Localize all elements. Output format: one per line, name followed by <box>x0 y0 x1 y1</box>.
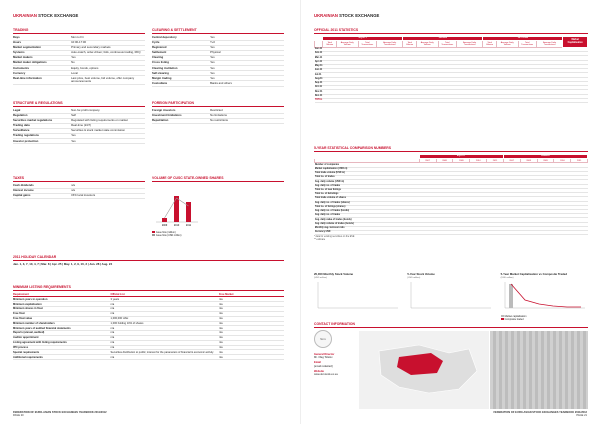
clearing-row-value: Yes <box>210 76 284 81</box>
footer-right-text: FEDERATION OF EURO-ASIAN STOCK EXCHANGES YEARBOOK 2011/2012 <box>493 410 587 414</box>
trading-row-key: Real-time information <box>13 76 71 85</box>
official-cell <box>323 98 336 102</box>
taxes-title: TAXES <box>13 176 145 182</box>
country-name-right: UKRAINIAN <box>314 13 338 18</box>
minreq-cell: Reports (annual, audited) <box>13 331 111 336</box>
minreq-cell: n/a <box>219 311 284 316</box>
footer-left <box>13 411 107 417</box>
minreq-cell: Minimum shares in float <box>13 307 111 312</box>
minreq-header: Free Market <box>219 293 284 297</box>
minreq-cell: n/a <box>111 311 219 316</box>
clearing-row-value: Yes <box>210 66 284 71</box>
structure-row-key: Securities market regulations <box>13 118 71 123</box>
contact-section <box>314 322 588 330</box>
legend-label: Issue flow (USD million) <box>156 233 182 237</box>
mini-chart-1-title: 20,000 Monthly Stock Volume <box>314 272 354 276</box>
right-page <box>300 0 600 424</box>
volume-tick-label: 2010 <box>173 223 180 227</box>
compare-cell <box>537 231 554 235</box>
trading-row-value: Mon to Fri <box>71 36 145 41</box>
foreign-row <box>152 118 284 123</box>
compare-group-header: BONDS <box>503 154 587 158</box>
minreq-cell: n/a <box>219 302 284 307</box>
trading-row-value: Yes <box>71 56 145 61</box>
clearing-row-value: Banks and others <box>210 81 284 86</box>
official-group-header: EQUITY <box>323 36 403 40</box>
minreq-row <box>13 355 284 360</box>
compare-year-header: 2009 <box>453 159 470 163</box>
minreq-cell: n/a <box>111 345 219 350</box>
clearing-row-key: Clearing institution <box>152 66 210 71</box>
minreq-cell: Minimum capitalisation <box>13 302 111 307</box>
minreq-cell: n/a <box>111 331 219 336</box>
compare-year-header: 2007 <box>503 159 520 163</box>
mini-chart-3-line <box>511 284 581 307</box>
official-month: Mar-11 <box>314 56 323 59</box>
structure-row-value: Self <box>71 113 145 118</box>
official-month: May-11 <box>314 65 323 68</box>
structure-row-value: Real-time (24/7) <box>71 123 145 128</box>
compare-cell <box>470 231 487 235</box>
official-group-header: BONDS <box>403 36 483 40</box>
official-cell <box>483 98 496 102</box>
trading-row-value: 10:00-17:00 <box>71 40 145 45</box>
trading-row <box>13 76 145 85</box>
structure-row <box>13 139 145 144</box>
contact-email-label: Email <box>314 361 321 365</box>
mini-chart-3-title: 5-Year Market Capitalisation vs Composite Traded <box>500 272 568 276</box>
official-sub-header: Total Volume <box>403 41 416 48</box>
structure-row-key: Trading data <box>13 123 71 128</box>
minreq-cell: n/a <box>111 355 219 360</box>
mini-chart-3-legend <box>501 315 588 321</box>
contact-email-link[interactable]: [email redacted] <box>314 364 333 368</box>
mini-chart-1 <box>314 273 401 317</box>
contact-web <box>314 370 350 376</box>
foreign-row-key: Investment limitations <box>152 113 210 118</box>
official-corner-sub <box>315 41 323 48</box>
official-month: Oct-11 <box>314 86 322 89</box>
official-stats-section <box>314 28 588 103</box>
clearing-row-value: T+0 <box>210 40 284 45</box>
clearing-row-value: Yes <box>210 71 284 76</box>
minreq-cell: 1,000,000 UAH <box>111 316 219 321</box>
official-month: Jun-11 <box>314 69 323 72</box>
volume-tick-label: 2011 <box>185 223 192 227</box>
mini-chart-1-plot <box>314 280 400 312</box>
minreq-cell: 1,000 holding 10% of shares <box>111 321 219 326</box>
structure-title: STRUCTURE & REGULATIONS <box>13 101 145 107</box>
compare-cell <box>453 231 470 235</box>
holiday-text: Jan. 1, 3, 7, 10, 4, 7 | Mar. 8 | Apr. 25 | May. 1, 2, 9, 10, 3 | Jun. 28 | Aug. 24 <box>13 262 113 267</box>
mini-charts <box>314 272 588 322</box>
official-sub-header: Total Volume <box>323 41 336 48</box>
official-sub-header: Total Volume <box>483 41 496 48</box>
official-cell <box>518 98 536 102</box>
legend-swatch <box>152 234 155 236</box>
trading-row-key: Hours <box>13 40 71 45</box>
official-cell <box>336 98 358 102</box>
compare-row-label: Total no. of trades <box>315 176 420 180</box>
official-month: Jul-11 <box>314 73 322 76</box>
legend-swatch <box>152 231 155 233</box>
compare-cell <box>487 231 504 235</box>
holiday-title: 2011 HOLIDAY CALENDAR <box>13 255 284 261</box>
trading-row-value: Local <box>71 71 145 76</box>
trading-row-key: Market segmentation <box>13 45 71 50</box>
compare-year-header: 2011 <box>571 159 588 163</box>
official-sub-row <box>315 41 588 48</box>
compare-year-header: 2011 <box>487 159 504 163</box>
contact-web-label: Website <box>314 369 324 373</box>
minreq-cell: n/a <box>219 336 284 341</box>
clearing-row <box>152 81 284 86</box>
compare-cell <box>503 231 520 235</box>
minreq-cell: n/a <box>111 336 219 341</box>
structure-row-key: Investor protection <box>13 139 71 144</box>
clearing-row-key: Clearing <box>152 56 210 61</box>
minreq-cell: n/a <box>111 302 219 307</box>
contact-web-link[interactable]: www.ukr.stock-ex.ua <box>314 373 338 377</box>
clearing-row-value: Yes <box>210 56 284 61</box>
trading-table <box>13 36 145 85</box>
compare-row-label: Market capitalisation (USD m) <box>315 167 420 171</box>
minreq-cell: n/a <box>111 307 219 312</box>
official-cell <box>358 98 376 102</box>
compare-cell <box>419 231 436 235</box>
holiday-section <box>13 255 284 267</box>
region-map <box>359 331 489 409</box>
minreq-cell: Special requirements <box>13 350 111 355</box>
official-sub-header: Average Daily Transactions <box>376 41 402 48</box>
clearing-row-value: Yes <box>210 45 284 50</box>
minreq-cell: Securities distribution to public; interest for the parameters of financial & economic activity <box>111 350 219 355</box>
compare-row-label: Total trade volume of shares <box>315 197 420 201</box>
minreq-cell: 3 years <box>111 297 219 302</box>
mini-chart-3-plot <box>501 280 587 312</box>
compare-cell <box>520 231 537 235</box>
compare-row-label: Avg. daily no. of trades <box>315 184 420 188</box>
compare-year-header: 2008 <box>520 159 537 163</box>
official-sub-header: Average Daily Volume <box>496 41 518 48</box>
clearing-row-value: Yes <box>210 36 284 41</box>
compare-row-label: Avg. daily volume (USD m) <box>315 180 420 184</box>
structure-row-value: Non-for-profit company <box>71 109 145 114</box>
clearing-row-key: Margin trading <box>152 76 210 81</box>
mini-chart-2-sub: (USD million) <box>407 277 421 280</box>
minreq-cell: Additional requirements <box>13 355 111 360</box>
volume-bar <box>174 196 179 222</box>
mini-chart-2 <box>407 273 494 317</box>
compare-title: 5-YEAR STATISTICAL COMPARISON NUMBERS <box>314 146 588 152</box>
compare-row-label: Total no. of listings (shares) <box>315 205 420 209</box>
official-cell <box>536 98 562 102</box>
structure-row-key: Legal <box>13 109 71 114</box>
mini-legend-item-2: Composite traded <box>504 318 524 322</box>
compare-year-header: 2010 <box>470 159 487 163</box>
legend-swatch-grey <box>501 315 504 317</box>
mini-chart-3 <box>500 272 588 322</box>
structure-row-value: Yes <box>71 139 145 144</box>
foreign-section <box>152 101 284 124</box>
official-cell <box>496 98 518 102</box>
compare-table <box>314 154 588 236</box>
compare-year-header: 2008 <box>436 159 453 163</box>
minreq-cell: n/a <box>219 326 284 331</box>
footer-right <box>493 411 587 417</box>
compare-cell <box>436 231 453 235</box>
compare-row-label: Avg. daily no. of trades <box>315 214 420 218</box>
exchange-header-left <box>13 13 78 18</box>
trading-row-value: Primary and secondary markets <box>71 45 145 50</box>
official-month: Jan-11 <box>314 48 323 51</box>
taxes-row-key: Cash dividends <box>13 184 71 189</box>
clearing-row-key: Self-clearing <box>152 71 210 76</box>
contact-person-name: Mr. Oleg Tolstov <box>314 356 333 360</box>
contact-person-label: General Director <box>314 353 335 356</box>
official-group-header: OPTIONS <box>483 36 563 40</box>
compare-note: * data for existing securities on the ESE <box>314 236 355 239</box>
clearing-row-key: Settlement <box>152 50 210 55</box>
official-cell <box>563 98 588 102</box>
compare-year-header: 2007 <box>419 159 436 163</box>
minreq-cell: Minimum number of shareholders <box>13 321 111 326</box>
compare-year-header: 2009 <box>537 159 554 163</box>
taxes-row-key: Capital gains <box>13 193 71 198</box>
official-month: Nov-11 <box>314 90 323 93</box>
taxes-row <box>13 193 145 198</box>
footer-left-page: PAGE 20 <box>13 413 24 417</box>
minreq-cell: Minimum years in operation <box>13 297 111 302</box>
clearing-title: CLEARING & SETTLEMENT <box>152 28 284 34</box>
official-month: TOTAL <box>314 99 323 102</box>
official-month: Apr-11 <box>314 60 323 63</box>
clearing-row-value: Physical <box>210 50 284 55</box>
volume-chart-legend <box>152 231 284 237</box>
compare-row-label: Avg. daily value of trades (bonds) <box>315 218 420 222</box>
taxes-row-value: n/a <box>71 188 145 193</box>
official-sub-header: Average Daily Volume <box>416 41 438 48</box>
trading-section <box>13 28 145 85</box>
minreq-cell: n/a <box>219 307 284 312</box>
clearing-row-key: Registered <box>152 45 210 50</box>
taxes-row-value: 15% local investors <box>71 193 145 198</box>
compare-group-header: EQUITY <box>419 154 503 158</box>
compare-section <box>314 146 588 242</box>
official-sub-header: Average Daily Transactions <box>456 41 482 48</box>
compare-row-label: Number of companies <box>315 163 420 167</box>
structure-row-key: Surveillance <box>13 129 71 134</box>
mini-chart-2-plot <box>407 280 493 312</box>
official-sub-header: Total Transactions <box>438 41 456 48</box>
footer-right-page: PAGE 21 <box>576 413 587 417</box>
minreq-cell: Auditor appointment <box>13 336 111 341</box>
mini-chart-3-bar <box>509 284 513 308</box>
contact-email <box>314 361 350 367</box>
mini-chart-2-title: 5-Year Stock Volume <box>407 272 435 276</box>
official-stats-title: OFFICIAL 2011 STATISTICS <box>314 28 588 34</box>
legend-swatch-red <box>501 318 504 320</box>
structure-row-key: Trading regulations <box>13 134 71 139</box>
volume-bar <box>162 218 167 222</box>
minreq-cell: n/a <box>111 326 219 331</box>
structure-row-value: Regulated with listing requirements on market <box>71 118 145 123</box>
compare-note: ** estimate <box>314 239 326 242</box>
compare-row-label: Avg. daily no. of trades (shares) <box>315 201 420 205</box>
taxes-row-value: n/a <box>71 184 145 189</box>
minreq-cell: Listing agreement with listing requirements <box>13 340 111 345</box>
clearing-row-key: Cross listing <box>152 61 210 66</box>
official-cell <box>438 98 456 102</box>
volume-chart <box>152 184 202 228</box>
compare-row-label: Avg. daily no. of trades (bonds) <box>315 209 420 213</box>
compare-row-label: Monthly avg. turnover ratio <box>315 226 420 230</box>
contact-details <box>314 330 350 378</box>
compare-row-label: Currency USD <box>315 231 420 235</box>
volume-chart-title: VOLUME OF CUSC STATE-OWNED SHARES <box>152 176 284 182</box>
clearing-section <box>152 28 284 87</box>
official-month: Aug-11 <box>314 77 323 80</box>
foreign-row-value: Restricted <box>210 109 284 114</box>
minreq-cell: n/a <box>219 297 284 302</box>
official-cell <box>403 98 416 102</box>
structure-row-value: Yes <box>71 134 145 139</box>
compare-row-label: Total no. of delistings <box>315 193 420 197</box>
minreq-cell: n/a <box>219 340 284 345</box>
trading-row-key: Currency <box>13 71 71 76</box>
minreq-section <box>13 285 284 360</box>
compare-row-label: Total trade volume (USD m) <box>315 171 420 175</box>
compare-year-header: 2010 <box>554 159 571 163</box>
foreign-title: FOREIGN PARTICIPATION <box>152 101 284 107</box>
exchange-name-right: STOCK EXCHANGE <box>339 13 380 18</box>
minreq-cell: IPO process <box>13 345 111 350</box>
legend-label: Issue flow (million) <box>156 230 176 234</box>
official-sub-header: Total Transactions <box>518 41 536 48</box>
minreq-cell: n/a <box>219 316 284 321</box>
foreign-row-value: No restrictions <box>210 118 284 123</box>
city-photo <box>490 331 588 409</box>
clearing-row-key: Cycle <box>152 40 210 45</box>
trading-row-key: Market maker obligations <box>13 61 71 66</box>
minreq-cell: n/a <box>219 345 284 350</box>
mini-chart-3-sub: (USD million) <box>500 277 514 280</box>
structure-row-key: Regulation <box>13 113 71 118</box>
official-cell <box>456 98 482 102</box>
minreq-cell: n/a <box>219 331 284 336</box>
trading-row-value: Last price, best volume, bid volume, offer company announcements <box>71 76 145 85</box>
clearing-table <box>152 36 284 87</box>
contact-title: CONTACT INFORMATION <box>314 322 588 328</box>
compare-cell <box>571 231 588 235</box>
clearing-row-key: Custodians <box>152 81 210 86</box>
structure-row-value: Securities & stock market state commission <box>71 129 145 134</box>
footer-left-text: FEDERATION OF EURO-ASIAN STOCK EXCHANGES YEARBOOK 2011/2012 <box>13 410 107 414</box>
compare-cell <box>554 231 571 235</box>
minreq-cell: Minimum years of audited financial statements <box>13 326 111 331</box>
mini-chart-1-sub: (USD million) <box>314 277 327 280</box>
official-last-header: Market Capitalisation <box>563 36 588 47</box>
trading-row-key: Days <box>13 36 71 41</box>
trading-title: TRADING <box>13 28 145 34</box>
minreq-header: Official List <box>111 293 219 297</box>
foreign-table <box>152 109 284 124</box>
official-month: Sep-11 <box>314 82 323 85</box>
seal-label: SEAL <box>319 337 327 341</box>
structure-section <box>13 101 145 144</box>
taxes-table <box>13 184 145 199</box>
trading-row-key: Market makers <box>13 56 71 61</box>
mini-legend-item-1: Market capitalisation <box>504 315 527 319</box>
compare-notes <box>314 236 588 242</box>
taxes-section <box>13 176 145 199</box>
minreq-cell: n/a <box>219 321 284 326</box>
official-month: Feb-11 <box>314 52 323 55</box>
volume-chart-section <box>152 176 284 237</box>
official-month: Dec-11 <box>314 94 323 97</box>
minreq-title: MINIMUM LISTING REQUIREMENTS <box>13 285 284 291</box>
minreq-header: Requirement <box>13 293 111 297</box>
exchange-name: STOCK EXCHANGE <box>38 13 79 18</box>
clearing-row-key: Central depository <box>152 36 210 41</box>
official-cell <box>376 98 402 102</box>
trading-row-value: No <box>71 61 145 66</box>
compare-row <box>315 231 588 235</box>
volume-legend-item <box>152 234 284 237</box>
minreq-table <box>13 293 284 360</box>
official-cell <box>416 98 438 102</box>
minreq-cell: Free float <box>13 311 111 316</box>
official-sub-header: Average Daily Volume <box>336 41 358 48</box>
contact-person <box>314 353 350 359</box>
trading-row-value: Auto-match, order-driven; bids, continuous trading, RFQ <box>71 50 145 55</box>
foreign-row-key: Repatriation <box>152 118 210 123</box>
official-stats-table <box>314 36 588 103</box>
minreq-cell: n/a <box>219 355 284 360</box>
compare-row-label: Total no. of new listings <box>315 188 420 192</box>
exchange-header-right <box>314 13 379 18</box>
trading-row-key: Instruments <box>13 66 71 71</box>
country-name: UKRAINIAN <box>13 13 37 18</box>
map-graphic <box>359 331 489 409</box>
clearing-row-value: Yes <box>210 61 284 66</box>
minreq-cell: Free float value <box>13 316 111 321</box>
structure-table <box>13 109 145 145</box>
taxes-row-key: Interest income <box>13 188 71 193</box>
minreq-cell: n/a <box>219 350 284 355</box>
foreign-row-key: Foreign investors <box>152 109 210 114</box>
trading-row-key: Systems <box>13 50 71 55</box>
exchange-seal-icon <box>314 330 332 348</box>
compare-row-label: Avg. daily volume of trades (bonds) <box>315 222 420 226</box>
official-row <box>315 98 588 102</box>
foreign-row-value: No limitations <box>210 113 284 118</box>
official-sub-header: Average Daily Transactions <box>536 41 562 48</box>
minreq-cell: n/a <box>111 340 219 345</box>
trading-row-value: Equity, bonds, options <box>71 66 145 71</box>
official-sub-header: Total Transactions <box>358 41 376 48</box>
volume-tick-label: 2009 <box>161 223 168 227</box>
